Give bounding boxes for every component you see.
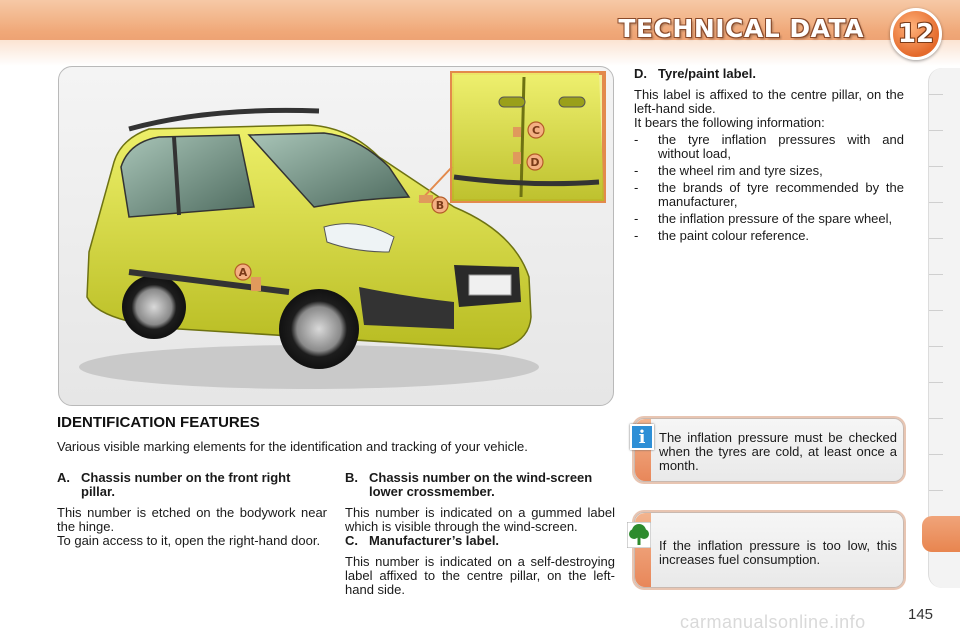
tab-divider [929,166,943,167]
tab-divider [929,454,943,455]
tab-divider [929,418,943,419]
tab-divider [929,310,943,311]
marker-b-tag [419,195,433,203]
marker-b-label: B [435,199,445,212]
item-b-letter: B. [345,470,358,485]
item-c-title: Manufacturer’s label. [369,533,500,548]
item-b-title: Chassis number on the wind-screen lower crossmember. [369,470,593,499]
car-illustration [58,66,614,406]
marker-a-tag [251,277,261,291]
list-item: - the tyre inflation pressures with and without load, [634,132,904,161]
tab-divider [929,490,943,491]
list-item: - the brands of tyre recommended by the manufacturer, [634,180,904,209]
tab-divider [929,202,943,203]
item-c-text: This number is indicated on a self-destroying label affixed to the centre pillar, on the left-hand side. [345,554,615,597]
list-item: - the wheel rim and tyre sizes, [634,163,823,178]
item-d [634,67,904,243]
item-a-text: This number is etched on the bodywork near the hinge. [57,505,327,534]
tab-divider [929,94,943,95]
item-c-heading [345,534,615,548]
item-c-letter: C. [345,533,358,548]
item-d-text: This label is affixed to the centre pillar, on the left-hand side. [634,87,904,116]
marker-a-label: A [238,266,248,279]
tab-divider [929,346,943,347]
item-a-title: Chassis number on the front right pillar. [81,470,291,499]
car-drawing [59,67,613,405]
chapter-tab-strip [928,68,960,588]
info-icon: i [630,424,654,450]
tab-divider [929,238,943,239]
eco-note-text: If the inflation pressure is too low, this increases fuel consumption. [659,538,897,567]
tab-divider [929,382,943,383]
section-intro: Various visible marking elements for the identification and tracking of your vehicle. [57,439,528,454]
marker-c-label: C [531,124,541,137]
page-title: TECHNICAL DATA [618,14,864,43]
item-b-text: This number is indicated on a gummed label which is visible through the wind-screen. [345,505,615,534]
info-note-text: The inflation pressure must be checked when the tyres are cold, at least once a month. [659,430,897,473]
item-a-text2: To gain access to it, open the right-hand door. [57,533,321,548]
chapter-badge: 12 [890,8,942,60]
watermark: carmanualsonline.info [680,612,866,632]
item-a-heading [57,471,327,499]
rear-wheel [122,275,186,339]
tab-divider [929,274,943,275]
marker-b [432,197,448,213]
list-item: - the inflation pressure of the spare wheel, [634,211,893,226]
item-d-heading [634,67,904,81]
plate [469,275,511,295]
item-b-heading [345,471,615,499]
marker-d [527,154,543,170]
active-chapter-tab[interactable] [922,516,960,552]
marker-c [528,122,544,138]
item-d-title: Tyre/paint label. [658,66,757,81]
tab-divider [929,130,943,131]
tree-icon [627,522,651,548]
section-title: IDENTIFICATION FEATURES [57,414,260,431]
marker-a [235,264,251,280]
item-a-letter: A. [57,470,70,485]
header-fade [0,40,960,66]
marker-d-label: D [530,156,540,169]
item-a [57,471,327,548]
item-d-text2: It bears the following information: [634,115,825,130]
item-b [345,471,615,597]
front-wheel [279,289,359,369]
page-number: 145 [908,606,934,623]
eco-note-box [634,512,904,588]
side-windows [121,135,254,217]
info-note-box [634,418,904,482]
item-d-letter: D. [634,66,647,81]
list-item: - the paint colour reference. [634,228,810,243]
